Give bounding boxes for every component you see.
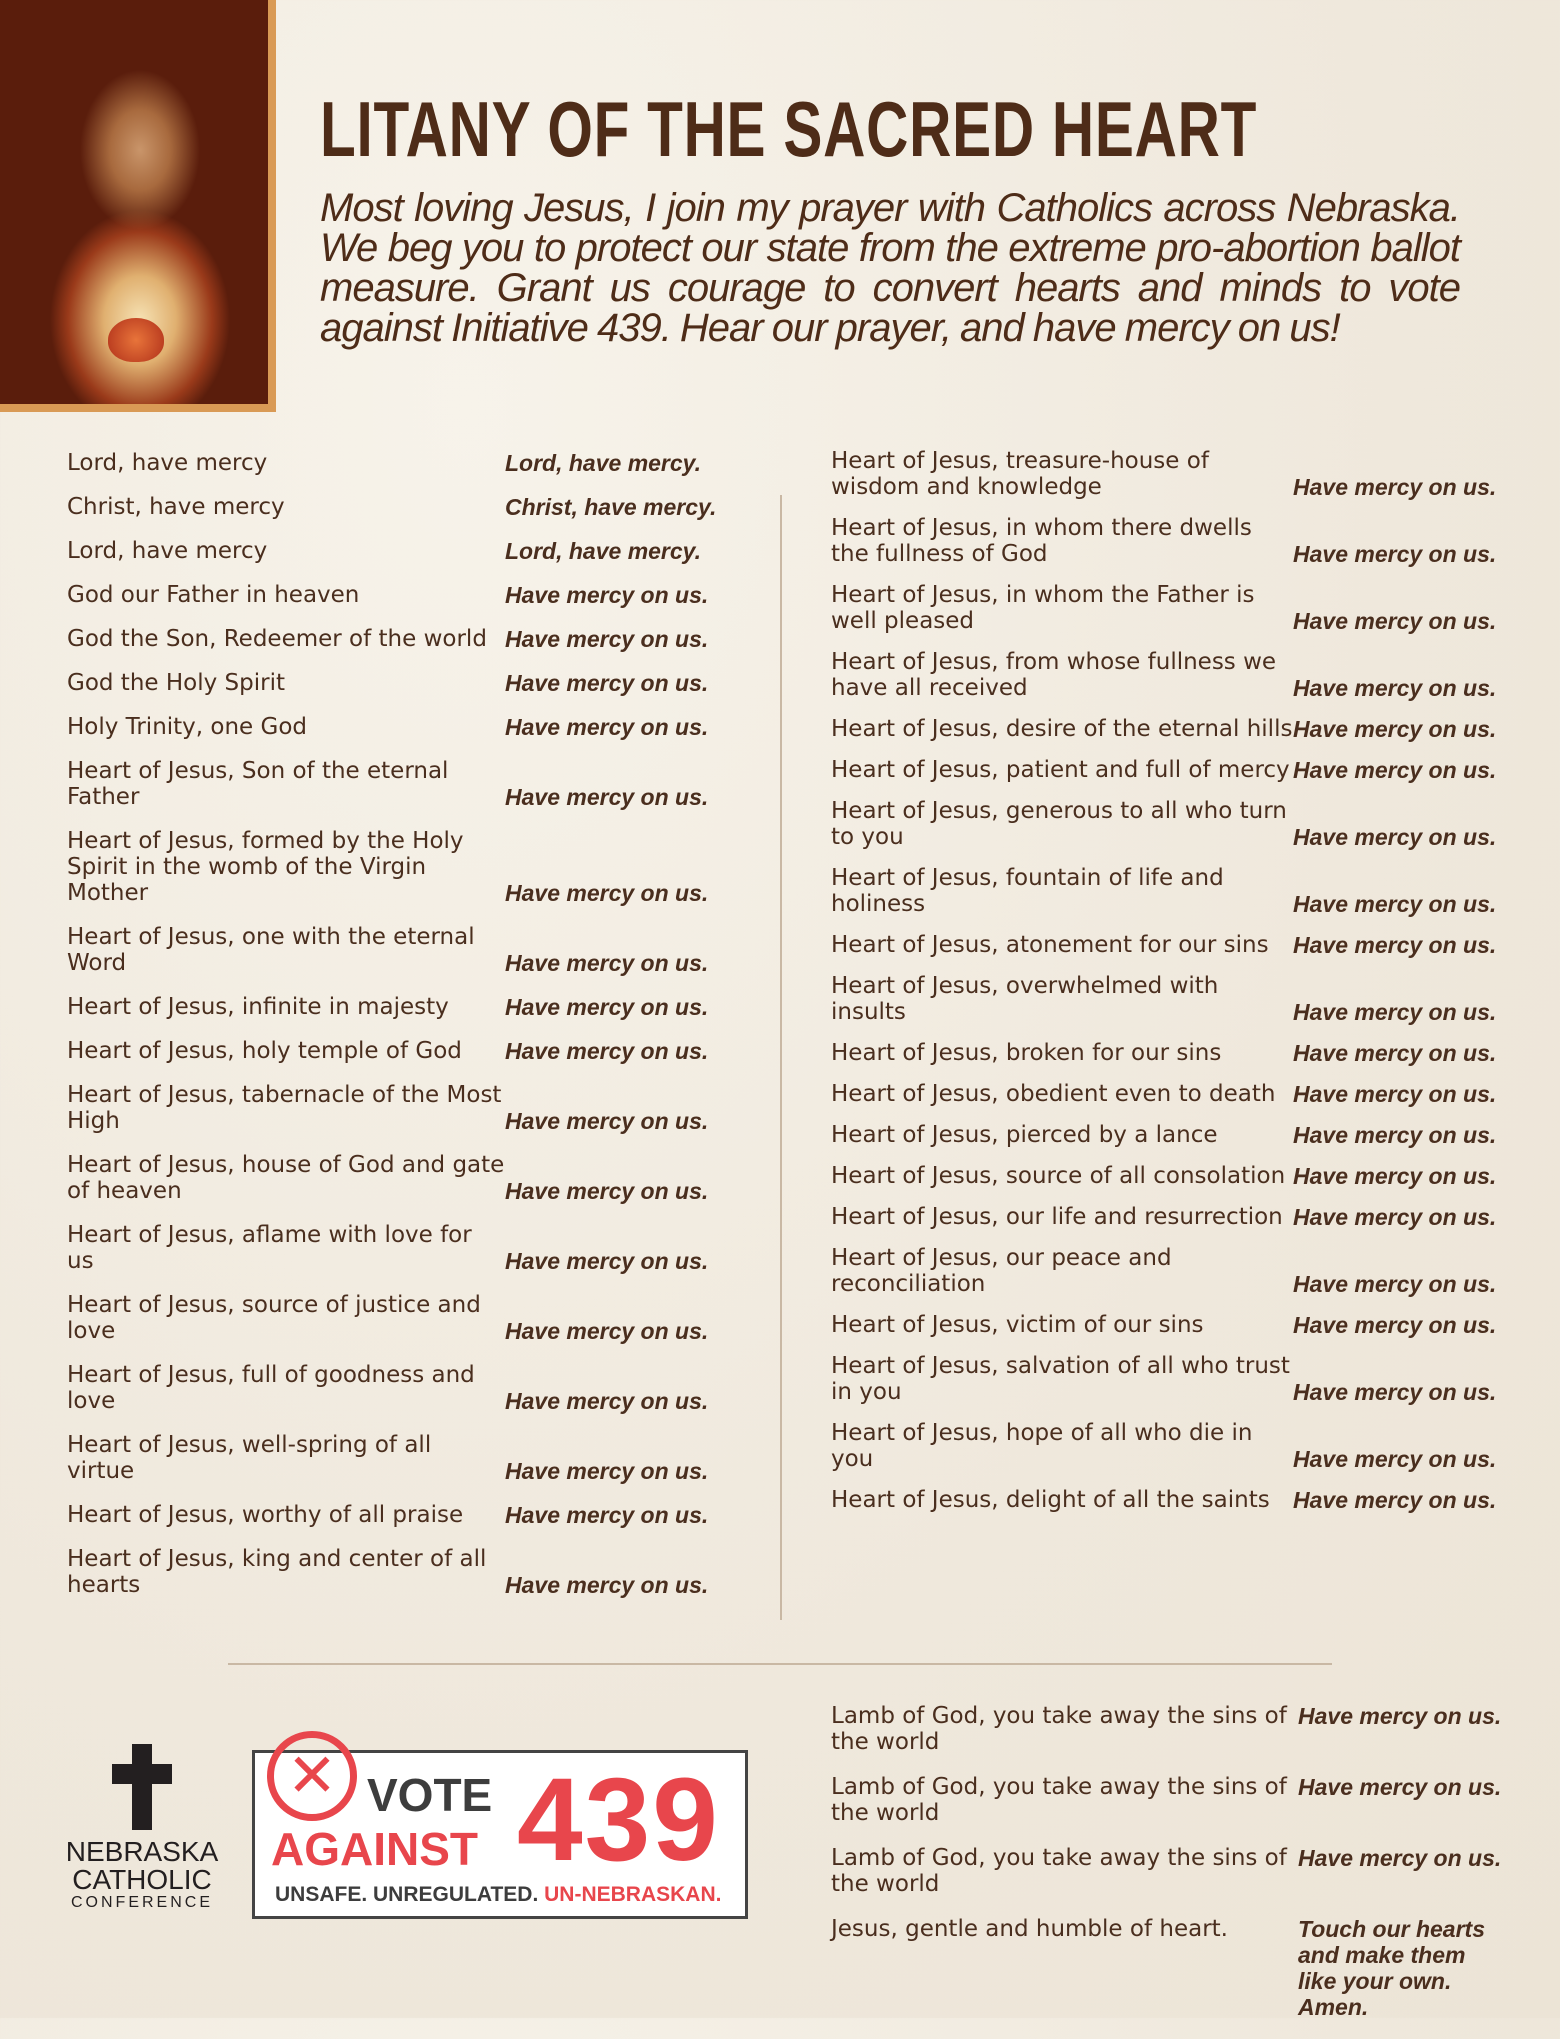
response: Have mercy on us.	[1293, 716, 1497, 742]
vote-against-439-logo	[252, 1741, 748, 1919]
invocation: Heart of Jesus, patient and full of mercy	[831, 757, 1290, 783]
invocation: God the Son, Redeemer of the world	[67, 626, 487, 652]
invocation: Lamb of God, you take away the sins of the world	[831, 1703, 1287, 1755]
response: Have mercy on us.	[1293, 1487, 1497, 1513]
response: Have mercy on us.	[505, 1388, 709, 1414]
response: Have mercy on us.	[1293, 1446, 1497, 1472]
litany-row	[831, 1040, 1496, 1066]
response: Have mercy on us.	[505, 1108, 709, 1134]
litany-row	[67, 1546, 716, 1598]
logo-text: CATHOLIC	[72, 1864, 212, 1895]
invocation: Heart of Jesus, one with the eternal Word	[67, 924, 475, 976]
response: Have mercy on us.	[1293, 1204, 1497, 1230]
response: Have mercy on us.	[1293, 541, 1497, 567]
litany-row	[67, 758, 716, 810]
invocation: Heart of Jesus, source of all consolation	[831, 1163, 1286, 1189]
response: Have mercy on us.	[505, 582, 709, 608]
litany-row	[67, 828, 716, 906]
invocation: God the Holy Spirit	[67, 670, 285, 696]
invocation: Heart of Jesus, broken for our sins	[831, 1040, 1222, 1066]
cross-icon	[112, 1744, 172, 1830]
litany-row	[831, 757, 1496, 783]
litany-row	[831, 973, 1496, 1025]
litany-row	[831, 448, 1496, 500]
response: Have mercy on us.	[1293, 824, 1497, 850]
litany-row	[831, 1774, 1508, 1826]
vote-text: VOTE	[367, 1769, 493, 1821]
litany-row	[831, 1487, 1496, 1513]
invocation: Heart of Jesus, tabernacle of the Most High	[67, 1082, 502, 1134]
sacred-heart-icon	[108, 318, 164, 362]
invocation: Heart of Jesus, holy temple of God	[67, 1038, 462, 1064]
litany-row	[67, 538, 716, 564]
response: Have mercy on us.	[1293, 608, 1497, 634]
response: Have mercy on us.	[505, 670, 709, 696]
response: Have mercy on us.	[1293, 1271, 1497, 1297]
invocation: Heart of Jesus, desire of the eternal hills	[831, 716, 1293, 742]
response: Have mercy on us.	[1293, 932, 1497, 958]
litany-row	[831, 1845, 1508, 1897]
section-divider	[228, 1663, 1332, 1665]
tagline	[275, 1883, 721, 1907]
litany-row	[67, 714, 716, 740]
litany-row	[831, 1245, 1496, 1297]
invocation: Heart of Jesus, source of justice and love	[67, 1292, 481, 1344]
response: Have mercy on us.	[505, 994, 709, 1020]
response: Lord, have mercy.	[505, 538, 702, 564]
invocation: Heart of Jesus, infinite in majesty	[67, 994, 449, 1020]
litany-row	[67, 670, 716, 696]
invocation: Lord, have mercy	[67, 450, 268, 476]
invocation: Heart of Jesus, fountain of life and holiness	[831, 865, 1224, 917]
response: Have mercy on us.	[1293, 1040, 1497, 1066]
response: Have mercy on us.	[505, 880, 709, 906]
response: Have mercy on us.	[505, 1038, 709, 1064]
response: Have mercy on us.	[1293, 1163, 1497, 1189]
response: Have mercy on us.	[505, 1458, 709, 1484]
response: Have mercy on us.	[505, 1178, 709, 1204]
response: Have mercy on us.	[505, 1502, 709, 1528]
invocation: Heart of Jesus, generous to all who turn to you	[831, 798, 1287, 850]
litany-row	[831, 798, 1496, 850]
litany-row	[831, 649, 1496, 701]
initiative-number: 439	[517, 1754, 720, 1886]
response: Have mercy on us.	[1293, 757, 1497, 783]
sacred-heart-portrait	[0, 0, 276, 412]
litany-row	[831, 1081, 1496, 1107]
invocation: Heart of Jesus, full of goodness and love	[67, 1362, 475, 1414]
invocation: Heart of Jesus, in whom there dwells the fullness of God	[831, 515, 1252, 567]
response: Have mercy on us.	[1293, 891, 1497, 917]
tagline-part: UNSAFE. UNREGULATED.	[275, 1883, 539, 1906]
response: Have mercy on us.	[1293, 1312, 1497, 1338]
invocation: Heart of Jesus, salvation of all who trust in you	[831, 1353, 1290, 1405]
litany-closing	[831, 1703, 1508, 2039]
litany-left-column	[67, 450, 716, 1616]
invocation: Heart of Jesus, our life and resurrection	[831, 1204, 1283, 1230]
invocation: Heart of Jesus, pierced by a lance	[831, 1122, 1218, 1148]
invocation: Lamb of God, you take away the sins of the world	[831, 1774, 1287, 1826]
response: Have mercy on us.	[1293, 999, 1497, 1025]
litany-row	[831, 932, 1496, 958]
litany-row	[831, 865, 1496, 917]
response: Christ, have mercy.	[505, 494, 717, 520]
column-divider	[780, 495, 782, 1620]
litany-row	[67, 994, 716, 1020]
invocation: Holy Trinity, one God	[67, 714, 308, 740]
response: Lord, have mercy.	[505, 450, 702, 476]
against-text: AGAINST	[271, 1823, 478, 1875]
litany-row	[831, 1916, 1508, 2020]
invocation: Heart of Jesus, house of God and gate of heaven	[67, 1152, 505, 1204]
response: Have mercy on us.	[1293, 474, 1497, 500]
litany-row	[831, 1703, 1508, 1755]
litany-row	[67, 924, 716, 976]
invocation: Heart of Jesus, worthy of all praise	[67, 1502, 464, 1528]
litany-row	[67, 626, 716, 652]
invocation: Heart of Jesus, well-spring of all virtue	[67, 1432, 432, 1484]
response: Have mercy on us.	[505, 1248, 709, 1274]
invocation: Heart of Jesus, formed by the Holy Spirit in the womb of the Virgin Mother	[67, 828, 464, 906]
tagline-accent: UN-NEBRASKAN.	[544, 1883, 722, 1906]
response: Have mercy on us.	[505, 950, 709, 976]
invocation: Heart of Jesus, from whose fullness we have all received	[831, 649, 1277, 701]
invocation: Christ, have mercy	[67, 494, 285, 520]
response: Have mercy on us.	[505, 714, 709, 740]
litany-row	[831, 1420, 1496, 1472]
response: Have mercy on us.	[505, 626, 709, 652]
litany-row	[831, 716, 1496, 742]
litany-row	[831, 1204, 1496, 1230]
response: Have mercy on us.	[1293, 675, 1497, 701]
invocation: Jesus, gentle and humble of heart.	[831, 1916, 1228, 1942]
response: Have mercy on us.	[1298, 1774, 1502, 1800]
invocation: Heart of Jesus, king and center of all hearts	[67, 1546, 487, 1598]
litany-row	[67, 1362, 716, 1414]
litany-row	[67, 1082, 716, 1134]
response: Touch our hearts and make them like your own. Amen.	[1298, 1916, 1485, 2020]
litany-row	[831, 515, 1496, 567]
litany-row	[831, 1163, 1496, 1189]
litany-row	[67, 1432, 716, 1484]
page-title: LITANY OF THE SACRED HEART	[320, 85, 1258, 173]
litany-row	[67, 1292, 716, 1344]
invocation: Heart of Jesus, obedient even to death	[831, 1081, 1276, 1107]
invocation: Heart of Jesus, victim of our sins	[831, 1312, 1204, 1338]
invocation: Heart of Jesus, hope of all who die in you	[831, 1420, 1253, 1472]
litany-row	[831, 582, 1496, 634]
logo-text: CONFERENCE	[70, 1894, 213, 1911]
litany-row	[67, 1038, 716, 1064]
response: Have mercy on us.	[1293, 1122, 1497, 1148]
litany-row	[67, 450, 716, 476]
invocation: Heart of Jesus, delight of all the saints	[831, 1487, 1270, 1513]
response: Have mercy on us.	[1298, 1845, 1502, 1871]
litany-row	[67, 1222, 716, 1274]
logo-text: NEBRASKA	[65, 1836, 219, 1867]
litany-row	[831, 1353, 1496, 1405]
invocation: Heart of Jesus, treasure-house of wisdom and knowledge	[831, 448, 1209, 500]
response: Have mercy on us.	[505, 784, 709, 810]
invocation: God our Father in heaven	[67, 582, 360, 608]
invocation: Heart of Jesus, atonement for our sins	[831, 932, 1269, 958]
litany-row	[67, 1502, 716, 1528]
invocation: Heart of Jesus, our peace and reconciliation	[831, 1245, 1172, 1297]
invocation: Heart of Jesus, Son of the eternal Father	[67, 758, 449, 810]
nebraska-catholic-conference-logo	[62, 1744, 222, 1912]
invocation: Heart of Jesus, aflame with love for us	[67, 1222, 472, 1274]
response: Have mercy on us.	[1293, 1081, 1497, 1107]
intro-prayer: Most loving Jesus, I join my prayer with Catholics across Nebraska. We beg you to protect our state from the extreme pro-abortion ballot measure. Grant us courage to convert hearts and minds to vote against Initiative 439. Hear our prayer, and have mercy on us!	[320, 186, 1460, 350]
invocation: Heart of Jesus, overwhelmed with insults	[831, 973, 1219, 1025]
response: Have mercy on us.	[1298, 1703, 1502, 1729]
response: Have mercy on us.	[1293, 1379, 1497, 1405]
x-mark-icon: ✕	[267, 1731, 357, 1821]
litany-row	[67, 582, 716, 608]
litany-row	[67, 494, 716, 520]
invocation: Lord, have mercy	[67, 538, 268, 564]
litany-row	[67, 1152, 716, 1204]
litany-row	[831, 1312, 1496, 1338]
litany-right-column	[831, 448, 1496, 1528]
invocation: Heart of Jesus, in whom the Father is well pleased	[831, 582, 1255, 634]
invocation: Lamb of God, you take away the sins of the world	[831, 1845, 1287, 1897]
response: Have mercy on us.	[505, 1572, 709, 1598]
litany-row	[831, 1122, 1496, 1148]
response: Have mercy on us.	[505, 1318, 709, 1344]
